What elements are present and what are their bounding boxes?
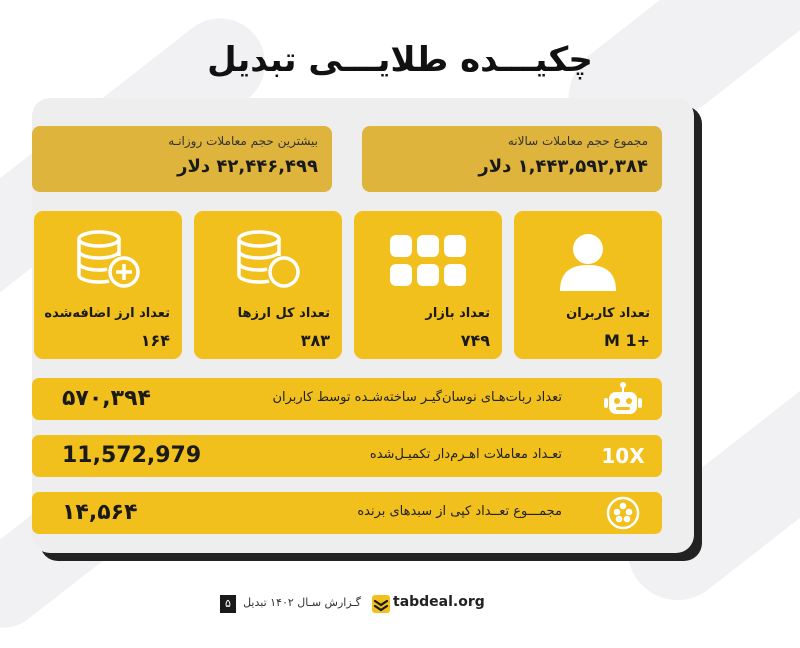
daily-volume-box xyxy=(32,126,332,192)
annual-volume-value: ۱,۴۴۳,۵۹۲,۳۸۴ دلار xyxy=(478,156,648,177)
row-bots-value: ۵۷۰,۳۹۴ xyxy=(62,386,151,411)
daily-volume-value: ۴۲,۴۴۶,۴۹۹ دلار xyxy=(177,156,318,177)
robot-icon xyxy=(598,382,648,416)
stat-users-label: تعداد کاربران xyxy=(566,306,650,321)
page-number: ۵ xyxy=(220,595,236,613)
annual-volume-label: مجموع حجم معاملات سالانه xyxy=(507,134,648,148)
stat-added-currencies xyxy=(34,211,182,359)
stat-added-currencies-value: ۱۶۴ xyxy=(140,331,170,350)
report-caption: گـزارش سـال ۱۴۰۲ تبدیل xyxy=(243,596,361,609)
annual-volume-box xyxy=(362,126,662,192)
stat-users-value: +1 M xyxy=(603,331,650,350)
row-copy-label: مجمـــوع تعــداد کپی از سبدهای برنده xyxy=(357,504,562,519)
stat-users xyxy=(514,211,662,359)
coins-add-icon xyxy=(34,229,182,293)
row-bots-label: تعداد ربات‌هـای نوسان‌گیـر ساخته‌شـده توسط کاربران xyxy=(272,390,562,405)
row-leverage xyxy=(32,435,662,477)
stat-total-currencies xyxy=(194,211,342,359)
stat-markets-value: ۷۴۹ xyxy=(460,331,490,350)
leverage-10x-icon xyxy=(598,439,648,473)
footer xyxy=(0,592,800,616)
stat-total-currencies-label: تعداد کل ارزها xyxy=(237,306,330,321)
stat-markets-label: تعداد بازار xyxy=(425,306,490,321)
row-copy xyxy=(32,492,662,534)
daily-volume-label: بیشترین حجم معاملات روزانـه xyxy=(168,134,318,148)
row-leverage-label: تعـداد معاملات اهـرم‌دار تکمیـل‌شده xyxy=(369,447,562,462)
stat-added-currencies-label: تعداد ارز اضافه‌شده xyxy=(44,306,170,321)
row-leverage-value: 11,572,979 xyxy=(62,443,202,468)
copy-basket-icon xyxy=(598,496,648,530)
site-link[interactable]: tabdeal.org xyxy=(393,594,485,610)
page-title: چکیـــده طلایـــی تبدیل xyxy=(207,40,593,80)
tabdeal-logo-icon xyxy=(372,595,390,613)
stat-total-currencies-value: ۳۸۳ xyxy=(300,331,330,350)
leverage-10x-text: 10X xyxy=(601,444,645,468)
coins-stack-icon xyxy=(194,229,342,293)
grid-icon xyxy=(354,229,502,293)
row-copy-value: ۱۴,۵۶۴ xyxy=(62,500,138,525)
stat-markets xyxy=(354,211,502,359)
row-bots xyxy=(32,378,662,420)
user-icon xyxy=(514,229,662,293)
